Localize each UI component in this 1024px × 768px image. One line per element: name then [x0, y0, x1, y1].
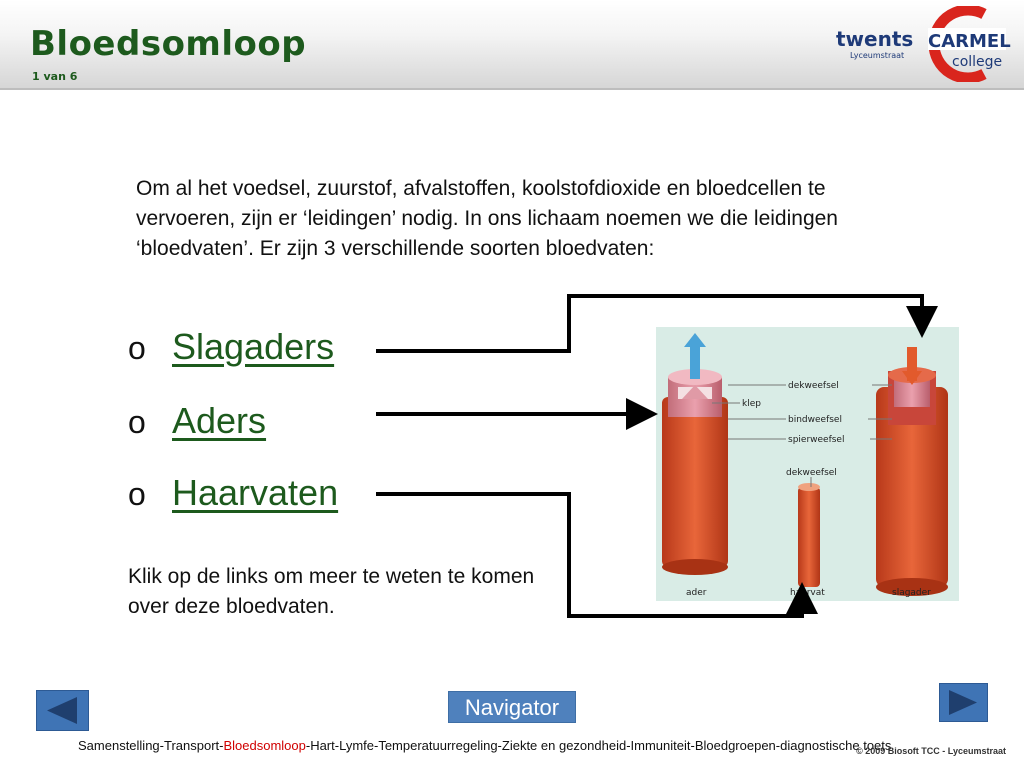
logo-word-left: twents	[836, 27, 914, 51]
next-button[interactable]	[939, 683, 988, 722]
copyright: © 2009 Biosoft TCC - Lyceumstraat	[856, 746, 1006, 756]
footer-active[interactable]: Bloedsomloop	[223, 738, 306, 753]
footer-pre[interactable]: Samenstelling-Transport-	[78, 738, 224, 753]
triangle-right-icon	[940, 684, 987, 721]
bullet: o	[128, 404, 146, 440]
link-haarvaten[interactable]: Haarvaten	[172, 472, 339, 513]
navigator-button[interactable]: Navigator	[448, 691, 576, 723]
logo-sub: Lyceumstraat	[850, 51, 905, 60]
footer-nav	[78, 738, 891, 753]
logo-word-right-top: CARMEL	[928, 31, 1011, 52]
school-logo	[834, 6, 1014, 82]
label-slagader: slagader	[892, 588, 931, 598]
intro-text: Om al het voedsel, zuurstof, afvalstoffen, koolstofdioxide en bloedcellen te vervoeren, zijn er ‘leidingen’ nodig. In ons lichaam noemen we die leidingen ‘bloedvaten’. Er zijn 3 verschillende soorten bloedvaten:	[136, 177, 838, 260]
triangle-left-icon	[37, 691, 88, 730]
page-title: Bloedsomloop	[30, 24, 307, 64]
link-slagaders[interactable]: Slagaders	[172, 326, 335, 367]
label-dekweefsel-top: dekweefsel	[788, 381, 839, 391]
blood-vessel-illustration	[656, 327, 959, 601]
page-indicator: 1 van 6	[32, 70, 78, 83]
label-ader: ader	[686, 588, 707, 598]
label-spierweefsel: spierweefsel	[788, 435, 845, 445]
label-klep: klep	[742, 399, 761, 409]
bullet: o	[128, 476, 146, 512]
label-bindweefsel: bindweefsel	[788, 415, 842, 425]
link-aders[interactable]: Aders	[172, 400, 267, 441]
list-item-aders	[128, 400, 266, 442]
label-haarvat: haarvat	[790, 588, 825, 598]
previous-button[interactable]	[36, 690, 89, 731]
list-item-slagaders	[128, 326, 334, 368]
list-item-haarvaten	[128, 472, 338, 514]
bullet: o	[128, 330, 146, 366]
logo-word-right-bottom: college	[952, 54, 1003, 70]
header-bar	[0, 0, 1024, 90]
footer-post[interactable]: -Hart-Lymfe-Temperatuurregeling-Ziekte en gezondheid-Immuniteit-Bloedgroepen-diagnostische toets	[305, 738, 892, 753]
hint-text: Klik op de links om meer te weten te komen over deze bloedvaten.	[128, 565, 535, 618]
label-dekweefsel-mid: dekweefsel	[786, 468, 837, 478]
